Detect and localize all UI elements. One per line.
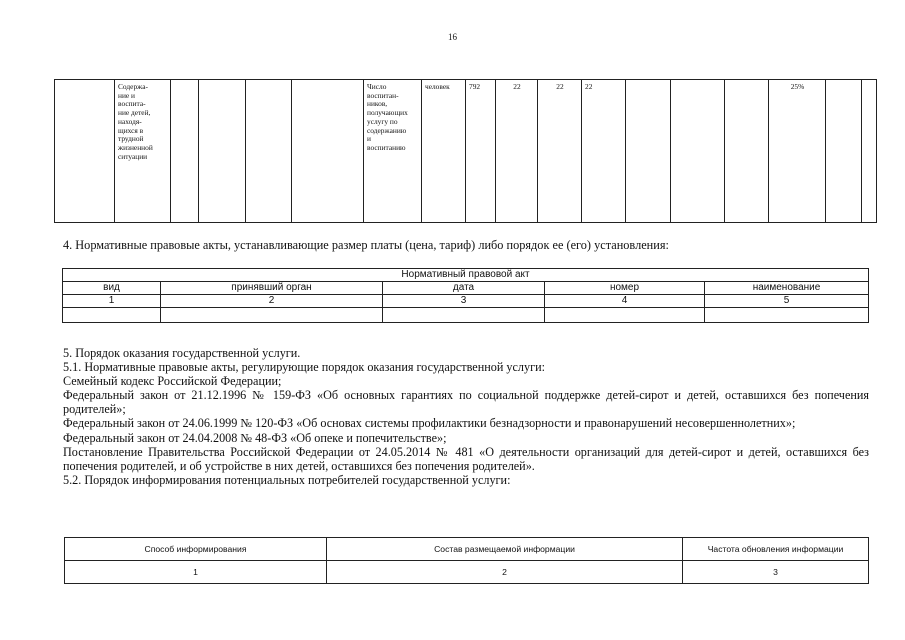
table-cell bbox=[161, 308, 383, 323]
paragraph: Постановление Правительства Российской Федерации от 24.05.2014 № 481 «О деятельности организаций для детей-сирот и детей, оставшихся без попечения родителей, и об устройстве в них детей, оставшихся без попечения родителей». bbox=[63, 444, 869, 473]
table-cell bbox=[63, 308, 161, 323]
column-header: принявший орган bbox=[161, 282, 383, 295]
column-header: наименование bbox=[705, 282, 869, 295]
table-group-header: Нормативный правовой акт bbox=[63, 269, 869, 282]
column-header: Состав размещаемой информации bbox=[327, 538, 683, 561]
table-cell bbox=[725, 80, 769, 223]
table-row bbox=[55, 80, 877, 223]
column-number: 1 bbox=[65, 561, 327, 584]
column-number: 2 bbox=[161, 295, 383, 308]
section-4-title: 4. Нормативные правовые акты, устанавливающие размер платы (цена, тариф) либо порядок ее (его) установления: bbox=[63, 238, 669, 252]
table-cell bbox=[671, 80, 725, 223]
column-header: Способ информирования bbox=[65, 538, 327, 561]
table-cell bbox=[55, 80, 115, 223]
indicator-cell: Число воспитан- ников, получающих услугу по содержанию и воспитанию bbox=[364, 80, 422, 223]
table-row bbox=[63, 269, 869, 282]
table-cell bbox=[292, 80, 364, 223]
informing-methods-table bbox=[64, 537, 869, 584]
legal-acts-table bbox=[62, 268, 869, 323]
table-cell bbox=[383, 308, 545, 323]
column-number: 1 bbox=[63, 295, 161, 308]
column-header: номер bbox=[545, 282, 705, 295]
table-row bbox=[63, 295, 869, 308]
column-header: дата bbox=[383, 282, 545, 295]
paragraph: Федеральный закон от 21.12.1996 № 159-ФЗ «Об основных гарантиях по социальной поддержке детей-сирот и детей, оставшихся без попечения родителей»; bbox=[63, 388, 869, 417]
column-number: 3 bbox=[683, 561, 869, 584]
paragraph: 5. Порядок оказания государственной услуги. bbox=[63, 346, 301, 360]
table-cell bbox=[246, 80, 292, 223]
table-cell bbox=[705, 308, 869, 323]
column-number: 2 bbox=[327, 561, 683, 584]
paragraph: Федеральный закон от 24.06.1999 № 120-ФЗ «Об основах системы профилактики безнадзорности и правонарушений несовершеннолетних»; bbox=[63, 416, 796, 431]
code-cell: 792 bbox=[466, 80, 496, 223]
table-row bbox=[63, 282, 869, 295]
column-header: вид bbox=[63, 282, 161, 295]
value-cell: 22 bbox=[582, 80, 626, 223]
column-number: 3 bbox=[383, 295, 545, 308]
service-name-cell: Содержа- ние и воспита- ние детей, находя- щихся в трудной жизненной ситуации bbox=[115, 80, 171, 223]
table-row bbox=[65, 538, 869, 561]
table-cell bbox=[199, 80, 246, 223]
column-number: 5 bbox=[705, 295, 869, 308]
value-cell: 22 bbox=[496, 80, 538, 223]
column-header: Частота обновления информации bbox=[683, 538, 869, 561]
column-number: 4 bbox=[545, 295, 705, 308]
table-cell bbox=[545, 308, 705, 323]
table-cell bbox=[826, 80, 862, 223]
table-row bbox=[63, 308, 869, 323]
paragraph: 5.2. Порядок информирования потенциальных потребителей государственной услуги: bbox=[63, 472, 511, 487]
section-5-text bbox=[63, 346, 869, 487]
table-cell bbox=[862, 80, 877, 223]
service-indicators-table bbox=[54, 79, 877, 223]
table-cell bbox=[171, 80, 199, 223]
page-number: 16 bbox=[448, 32, 457, 42]
value-cell: 22 bbox=[538, 80, 582, 223]
unit-cell: человек bbox=[422, 80, 466, 223]
table-row bbox=[65, 561, 869, 584]
paragraph: 5.1. Нормативные правовые акты, регулирующие порядок оказания государственной услуги: bbox=[63, 360, 545, 375]
paragraph: Федеральный закон от 24.04.2008 № 48-ФЗ «Об опеке и попечительстве»; bbox=[63, 430, 447, 445]
deviation-cell: 25% bbox=[769, 80, 826, 223]
table-cell bbox=[626, 80, 671, 223]
paragraph: Семейный кодекс Российской Федерации; bbox=[63, 374, 282, 389]
